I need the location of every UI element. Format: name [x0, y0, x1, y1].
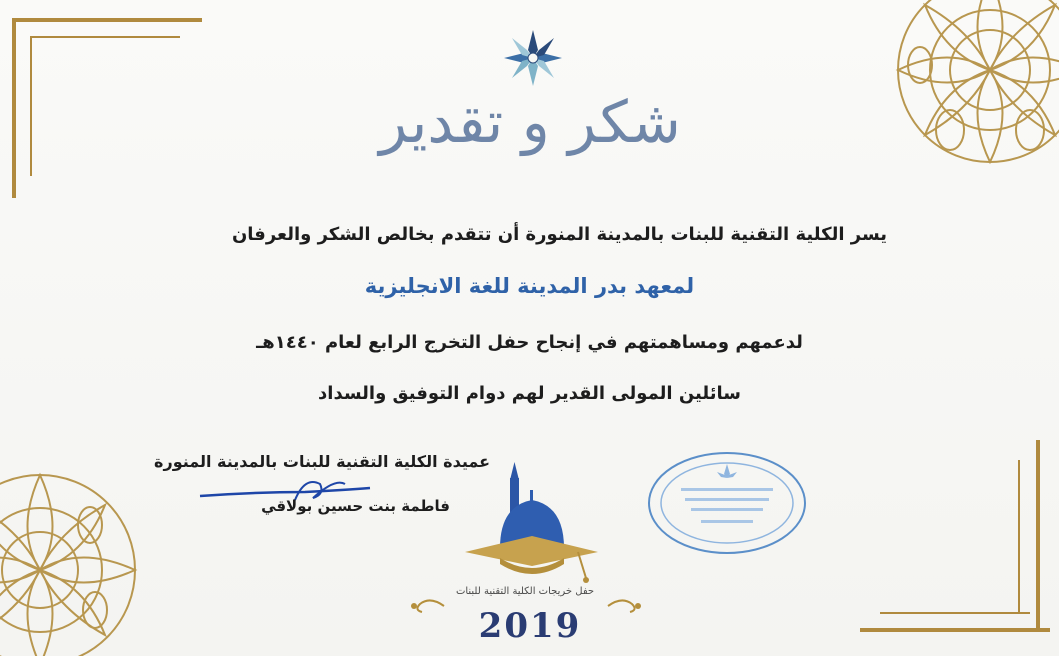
frame-line-inner-bottom-right: [880, 612, 1030, 614]
intro-line: يسر الكلية التقنية للبنات بالمدينة المنورة أن تتقدم بخالص الشكر والعرفان: [231, 224, 888, 245]
frame-line-top-left: [12, 18, 202, 22]
certificate-heading: شكر و تقدير: [379, 88, 681, 156]
graduation-logo-caption: حفل خريجات الكلية التقنية للبنات: [455, 586, 595, 597]
graduation-year: 2019: [478, 606, 582, 646]
reason-line: لدعمهم ومساهمتهم في إنجاح حفل التخرج الرابع لعام ١٤٤٠هـ: [256, 332, 803, 353]
official-stamp: [645, 448, 810, 558]
frame-line-inner-left: [30, 36, 32, 176]
signatory-name: فاطمة بنت حسين بولاقي: [261, 497, 450, 515]
frame-line-inner-top-left: [30, 36, 180, 38]
top-right-ornament: [840, 0, 1059, 220]
graduation-logo: [460, 460, 600, 590]
frame-line-inner-right: [1018, 460, 1020, 612]
frame-line-left-top: [12, 18, 16, 198]
frame-line-bottom-right: [860, 628, 1050, 632]
frame-line-right-bottom: [1036, 440, 1040, 630]
signatory-title: عميدة الكلية التقنية للبنات بالمدينة المنورة: [154, 452, 490, 471]
college-emblem-icon: [500, 28, 566, 90]
recipient-name: لمعهد بدر المدينة للغة الانجليزية: [364, 274, 695, 298]
wish-line: سائلين المولى القدير لهم دوام التوفيق والسداد: [318, 383, 741, 404]
